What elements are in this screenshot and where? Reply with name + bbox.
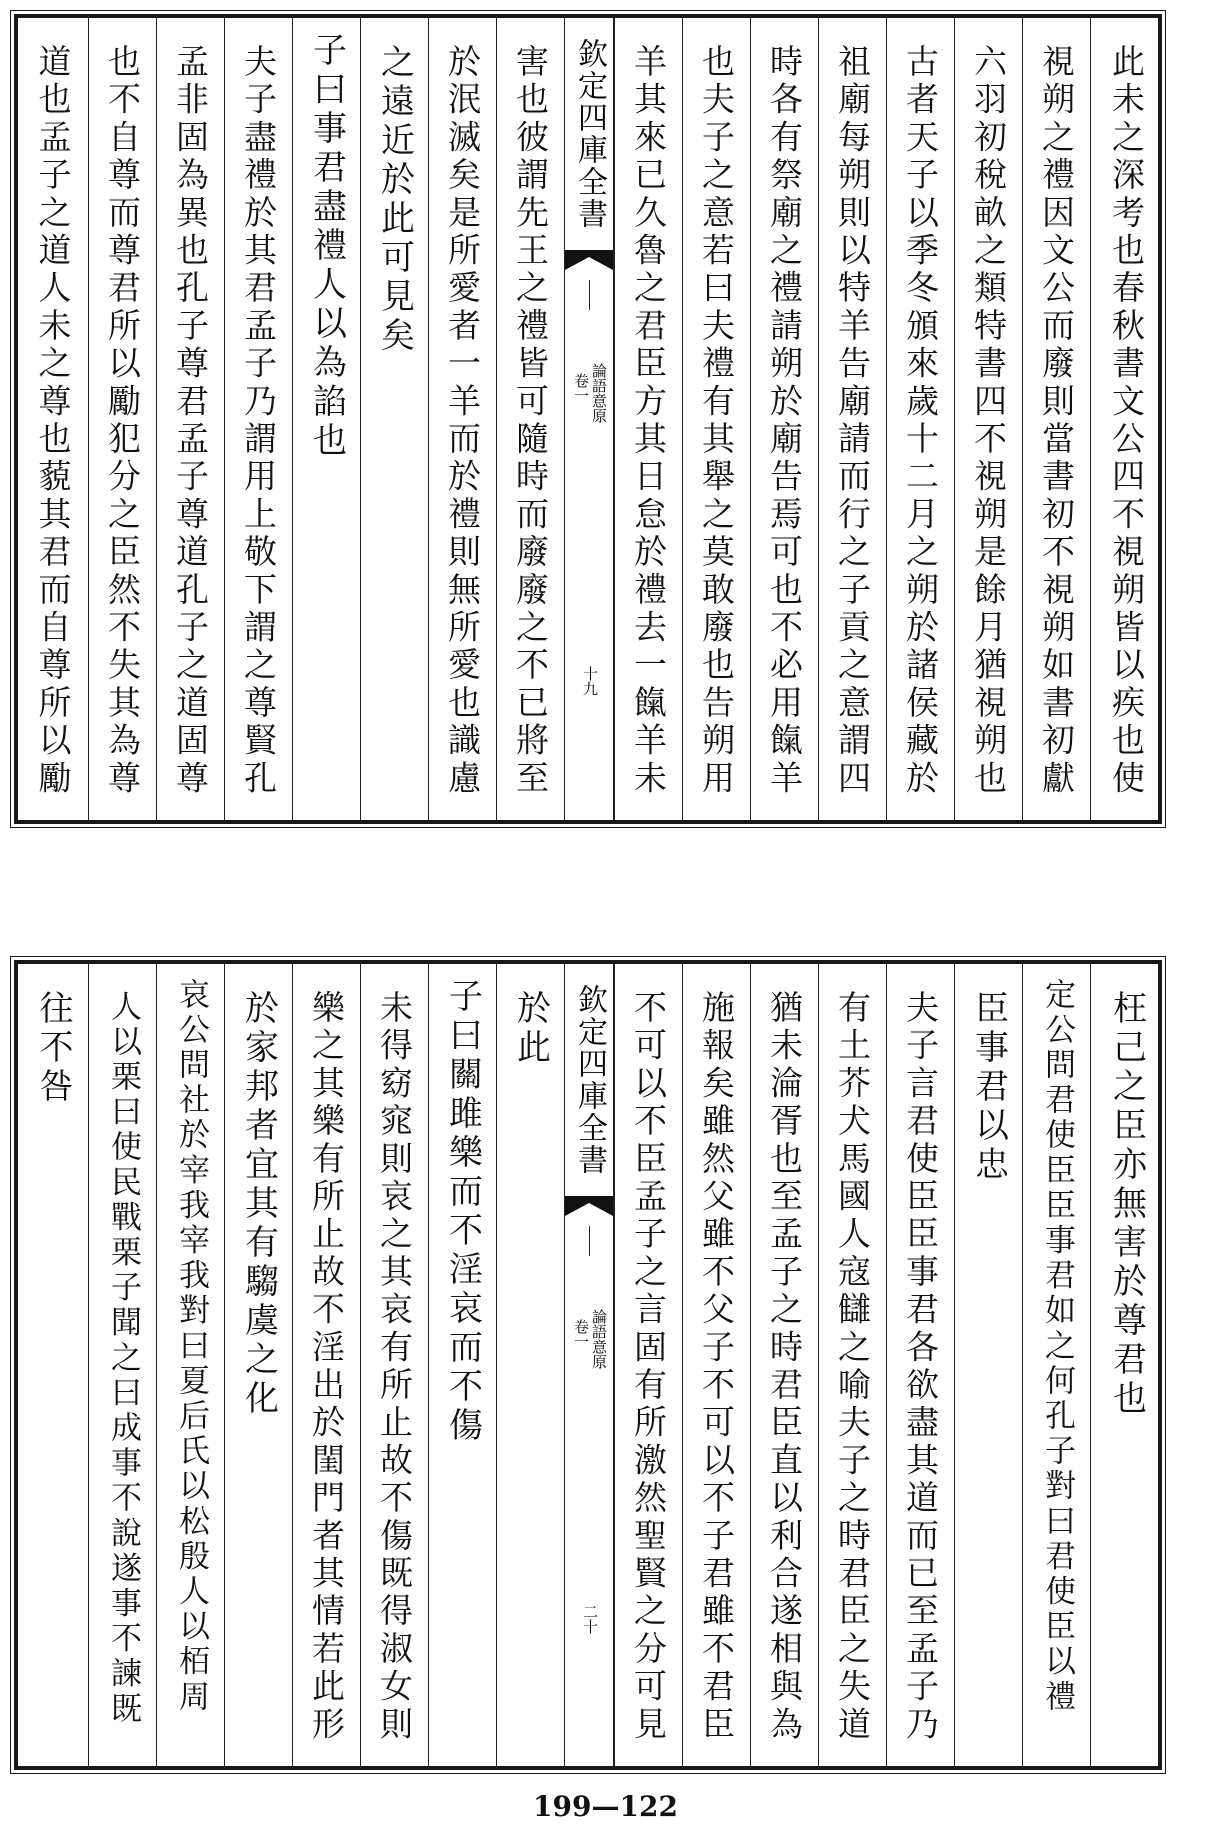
column bbox=[18, 964, 88, 1766]
column bbox=[88, 18, 156, 820]
column bbox=[886, 964, 954, 1766]
center-fold bbox=[564, 964, 614, 1766]
column bbox=[428, 964, 496, 1766]
column-text: 夫子言君使臣臣事君各欲盡其道而已至孟子乃 bbox=[901, 990, 940, 1744]
column-text: 施報矣雖然父雖不父子不可以不子君雖不君臣 bbox=[697, 990, 736, 1744]
column-text: 有土芥犬馬國人寇讎之喻夫子之時君臣之失道 bbox=[833, 990, 872, 1744]
column-text: 未得窈窕則哀之其哀有所止故不傷既得淑女則 bbox=[375, 990, 414, 1744]
book-series-title: 欽定四庫全書 bbox=[572, 984, 607, 1176]
bottom-page bbox=[14, 960, 1162, 1770]
column-text: 視朔之禮因文公而廢則當書初不視朔如書初獻 bbox=[1037, 44, 1076, 798]
column-text: 子曰關雎樂而不淫哀而不傷 bbox=[442, 978, 483, 1446]
center-fold bbox=[564, 18, 614, 820]
column bbox=[1022, 964, 1090, 1766]
book-title: 論語意原 bbox=[590, 1309, 608, 1369]
column bbox=[18, 18, 88, 820]
fishtail-mark bbox=[565, 1196, 613, 1216]
column-text: 道也孟子之道人未之尊也藐其君而自尊所以勵 bbox=[33, 44, 73, 798]
book-series-title: 欽定四庫全書 bbox=[572, 38, 607, 230]
page-number: 199—122 bbox=[533, 1790, 678, 1823]
column bbox=[428, 18, 496, 820]
column-text: 哀公問社於宰我宰我對曰夏后氏以松殷人以栢周 bbox=[173, 978, 209, 1716]
column bbox=[614, 18, 682, 820]
column bbox=[496, 18, 564, 820]
column bbox=[1022, 18, 1090, 820]
column-text: 古者天子以季冬頒來歲十二月之朔於諸侯藏於 bbox=[901, 44, 940, 798]
column-text: 人以栗曰使民戰栗子聞之曰成事不說遂事不諫既 bbox=[105, 990, 141, 1728]
column-text: 臣事君以忠 bbox=[968, 990, 1009, 1185]
column bbox=[614, 964, 682, 1766]
column-text: 枉己之臣亦無害於尊君也 bbox=[1106, 990, 1147, 1419]
column-text: 六羽初稅畝之類特書四不視朔是餘月猶視朔也 bbox=[969, 44, 1008, 798]
column bbox=[682, 18, 750, 820]
column-text: 之遠近於此可見矣 bbox=[374, 44, 415, 356]
column bbox=[954, 964, 1022, 1766]
column bbox=[682, 964, 750, 1766]
column-text: 定公問君使臣臣事君如之何孔子對曰君使臣以禮 bbox=[1039, 978, 1075, 1716]
column bbox=[224, 964, 292, 1766]
column-text: 也不自尊而尊君所以勵犯分之臣然不失其為尊 bbox=[103, 44, 142, 798]
column-text: 於泯滅矣是所愛者一羊而於禮則無所愛也識慮 bbox=[443, 44, 482, 798]
column bbox=[156, 964, 224, 1766]
column-text: 祖廟每朔則以特羊告廟請而行之子貢之意謂四 bbox=[833, 44, 872, 798]
folio-number: 十九 bbox=[581, 666, 599, 696]
column bbox=[224, 18, 292, 820]
column-text: 樂之其樂有所止故不淫出於閨門者其情若此形 bbox=[307, 990, 346, 1744]
column bbox=[886, 18, 954, 820]
column bbox=[750, 964, 818, 1766]
column-text: 害也彼謂先王之禮皆可隨時而廢廢之不已將至 bbox=[511, 44, 550, 798]
top-page bbox=[14, 14, 1162, 824]
column bbox=[1090, 964, 1162, 1766]
column bbox=[496, 964, 564, 1766]
center-tick bbox=[589, 1226, 590, 1256]
column-text: 子曰事君盡禮人以為諂也 bbox=[306, 32, 347, 461]
column bbox=[360, 964, 428, 1766]
column bbox=[1090, 18, 1162, 820]
column-text: 往不咎 bbox=[33, 990, 73, 1107]
column-text: 不可以不臣孟子之言固有所激然聖賢之分可見 bbox=[629, 990, 668, 1744]
center-tick bbox=[589, 280, 590, 310]
column bbox=[292, 964, 360, 1766]
column bbox=[88, 964, 156, 1766]
column bbox=[292, 18, 360, 820]
volume-label: 卷一 bbox=[572, 1319, 590, 1349]
book-title: 論語意原 bbox=[590, 363, 608, 423]
column-text: 時各有祭廟之禮請朔於廟告焉可也不必用餼羊 bbox=[765, 44, 804, 798]
column-text: 羊其來已久魯之君臣方其日怠於禮去一餼羊未 bbox=[629, 44, 668, 798]
column-text: 此未之深考也春秋書文公四不視朔皆以疾也使 bbox=[1107, 44, 1146, 798]
column bbox=[750, 18, 818, 820]
folio-number: 二十 bbox=[581, 1604, 599, 1634]
column bbox=[954, 18, 1022, 820]
column-text: 孟非固為異也孔子尊君孟子尊道孔子之道固尊 bbox=[171, 44, 210, 798]
volume-label: 卷一 bbox=[572, 373, 590, 403]
column bbox=[360, 18, 428, 820]
column bbox=[818, 18, 886, 820]
fishtail-mark bbox=[565, 250, 613, 270]
column-text: 於此 bbox=[510, 990, 551, 1068]
column bbox=[156, 18, 224, 820]
column-text: 夫子盡禮於其君孟子乃謂用上敬下謂之尊賢孔 bbox=[239, 44, 278, 798]
column bbox=[818, 964, 886, 1766]
column-text: 也夫子之意若曰夫禮有其舉之莫敢廢也告朔用 bbox=[697, 44, 736, 798]
column-text: 猶未淪胥也至孟子之時君臣直以利合遂相與為 bbox=[765, 990, 804, 1744]
column-text: 於家邦者宜其有騶虞之化 bbox=[238, 990, 279, 1419]
